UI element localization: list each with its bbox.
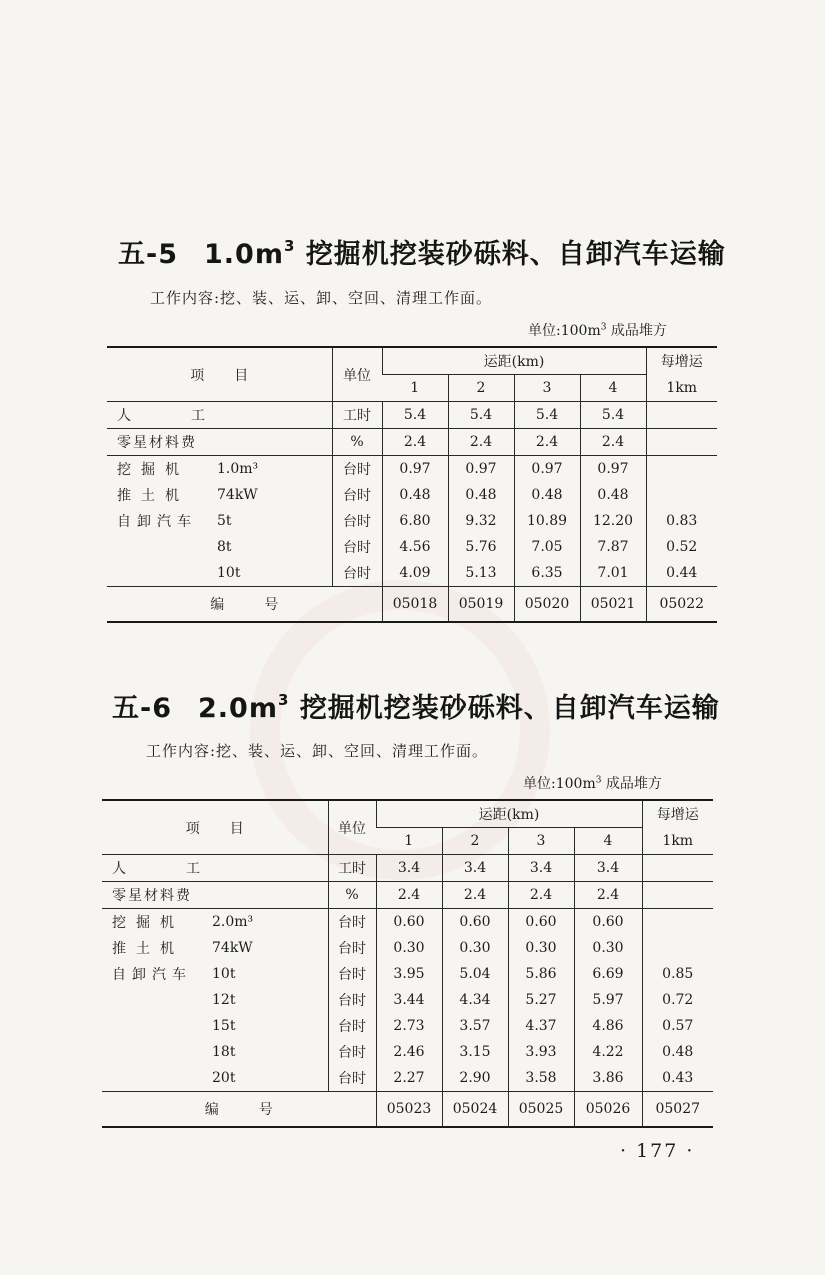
item-cell [102,935,328,961]
item-name: 推土机 [117,488,189,504]
unit-note-sup: 3 [600,322,607,333]
item-cell [102,1013,328,1039]
table-row [102,987,713,1013]
unit-note-post: 成品堆方 [610,323,667,339]
value-cell: 3.4 [376,855,442,882]
table-row [107,402,717,429]
item-spec: 8t [217,539,232,555]
table-row [102,882,713,909]
unit-cell: 台时 [328,1039,376,1065]
value-cell: 0.30 [376,935,442,961]
extra-cell [646,429,717,456]
item-cell [102,909,328,936]
value-cell: 2.27 [376,1065,442,1092]
value-cell: 3.4 [442,855,508,882]
number-cell: 05020 [514,587,580,623]
header-d3: 3 [508,828,574,855]
extra-cell [646,456,717,483]
table-row [102,1039,713,1065]
value-cell: 7.05 [514,534,580,560]
number-cell: 05022 [646,587,717,623]
value-cell: 3.86 [574,1065,642,1092]
table-row [102,961,713,987]
unit-cell: 台时 [332,482,382,508]
value-cell: 3.57 [442,1013,508,1039]
number-cell: 05023 [376,1092,442,1128]
title-size: 1.0m [204,239,284,270]
header-distance: 运距(km) [376,800,642,828]
value-cell: 2.4 [382,429,448,456]
extra-cell [642,909,713,936]
value-cell: 2.4 [448,429,514,456]
header-extra-2: 1km [646,375,717,402]
unit-cell: 台时 [332,560,382,587]
number-cell: 05019 [448,587,514,623]
header-d2: 2 [442,828,508,855]
section-code: 五-5 [118,239,178,270]
item-spec: 74kW [217,487,258,503]
page-number: · 177 · [620,1140,695,1162]
unit-cell: 台时 [328,1065,376,1092]
item-spec: 5t [217,513,232,529]
item-spec: 18t [212,1044,236,1060]
unit-cell: 台时 [328,961,376,987]
item-name: 自卸汽车 [117,514,197,530]
extra-cell: 0.43 [642,1065,713,1092]
unit-note-sup: 3 [595,775,602,786]
unit-cell: 台时 [328,935,376,961]
item-cell [102,855,328,882]
value-cell: 5.4 [580,402,646,429]
work-content: 工作内容:挖、装、运、卸、空回、清理工作面。 [146,742,489,760]
item-spec: 1.0m³ [217,461,259,477]
unit-cell: 台时 [332,456,382,483]
header-item: 项目 [107,347,332,402]
header-d4: 4 [580,375,646,402]
value-cell: 3.58 [508,1065,574,1092]
item-cell [107,456,332,483]
table-row [107,534,717,560]
title-superscript: 3 [277,691,290,709]
item-cell [102,987,328,1013]
section-code: 五-6 [112,693,172,724]
item-cell [107,534,332,560]
value-cell: 2.73 [376,1013,442,1039]
table-row [102,1065,713,1092]
number-cell: 05018 [382,587,448,623]
item-cell [107,402,332,429]
item-spec: 2.0m³ [212,914,254,930]
extra-cell: 0.72 [642,987,713,1013]
value-cell: 5.13 [448,560,514,587]
header-d3: 3 [514,375,580,402]
item-name: 人工 [112,861,260,877]
value-cell: 3.4 [508,855,574,882]
value-cell: 0.97 [382,456,448,483]
unit-cell: 台时 [328,909,376,936]
value-cell: 2.4 [580,429,646,456]
value-cell: 4.86 [574,1013,642,1039]
number-row [107,587,717,623]
unit-note [528,320,667,340]
value-cell: 5.4 [382,402,448,429]
header-d1: 1 [376,828,442,855]
value-cell: 7.01 [580,560,646,587]
value-cell: 6.35 [514,560,580,587]
header-d1: 1 [382,375,448,402]
title-text: 挖掘机挖装砂砾料、自卸汽车运输 [305,239,726,270]
extra-cell: 0.48 [642,1039,713,1065]
value-cell: 4.34 [442,987,508,1013]
extra-cell: 0.52 [646,534,717,560]
value-cell: 2.4 [376,882,442,909]
unit-note-pre: 单位:100m [528,323,601,339]
value-cell: 0.60 [574,909,642,936]
item-spec: 74kW [212,940,253,956]
value-cell: 2.90 [442,1065,508,1092]
number-label: 编号 [102,1092,376,1128]
item-cell [102,1065,328,1092]
value-cell: 3.15 [442,1039,508,1065]
value-cell: 5.27 [508,987,574,1013]
value-cell: 5.4 [514,402,580,429]
item-cell [102,1039,328,1065]
item-spec: 20t [212,1070,236,1086]
table-row [107,482,717,508]
value-cell: 0.97 [448,456,514,483]
value-cell: 0.97 [580,456,646,483]
unit-note-pre: 单位:100m [523,776,596,792]
table-row [107,456,717,483]
extra-cell [642,882,713,909]
item-name: 零星材料费 [117,435,197,451]
value-cell: 0.97 [514,456,580,483]
number-cell: 05024 [442,1092,508,1128]
value-cell: 3.95 [376,961,442,987]
item-cell [107,482,332,508]
header-extra-1: 每增运 [646,347,717,375]
unit-cell: 台时 [332,508,382,534]
value-cell: 6.80 [382,508,448,534]
header-extra-2: 1km [642,828,713,855]
number-cell: 05025 [508,1092,574,1128]
item-cell [102,882,328,909]
number-label: 编号 [107,587,382,623]
number-cell: 05026 [574,1092,642,1128]
section-title [112,686,720,725]
value-cell: 0.60 [442,909,508,936]
value-cell: 5.04 [442,961,508,987]
item-name: 人工 [117,408,265,424]
value-cell: 0.48 [448,482,514,508]
value-cell: 5.76 [448,534,514,560]
number-row [102,1092,713,1128]
item-cell [107,429,332,456]
unit-cell: % [328,882,376,909]
item-cell [107,508,332,534]
unit-cell: 台时 [332,534,382,560]
item-spec: 12t [212,992,236,1008]
value-cell: 3.44 [376,987,442,1013]
value-cell: 5.86 [508,961,574,987]
item-name: 自卸汽车 [112,967,192,983]
item-spec: 10t [217,565,241,581]
table-row [102,855,713,882]
value-cell: 10.89 [514,508,580,534]
table-row [107,429,717,456]
item-name: 挖掘机 [117,462,189,478]
extra-cell [642,935,713,961]
extra-cell [642,855,713,882]
item-spec: 15t [212,1018,236,1034]
table-row [107,560,717,587]
number-cell: 05027 [642,1092,713,1128]
unit-cell: 工时 [332,402,382,429]
value-cell: 0.30 [574,935,642,961]
header-distance: 运距(km) [382,347,646,375]
section-title [118,232,726,271]
value-cell: 4.22 [574,1039,642,1065]
table-row [107,508,717,534]
extra-cell: 0.85 [642,961,713,987]
item-cell [107,560,332,587]
work-content: 工作内容:挖、装、运、卸、空回、清理工作面。 [150,289,493,307]
header-d4: 4 [574,828,642,855]
value-cell: 2.4 [574,882,642,909]
unit-cell: 工时 [328,855,376,882]
unit-cell: 台时 [328,987,376,1013]
number-cell: 05021 [580,587,646,623]
item-cell [102,961,328,987]
value-cell: 7.87 [580,534,646,560]
table-row [102,935,713,961]
extra-cell [646,482,717,508]
value-cell: 2.4 [514,429,580,456]
value-cell: 4.09 [382,560,448,587]
value-cell: 2.4 [508,882,574,909]
extra-cell: 0.57 [642,1013,713,1039]
title-size: 2.0m [198,693,278,724]
title-superscript: 3 [283,237,296,255]
extra-cell [646,402,717,429]
header-item: 项目 [102,800,328,855]
unit-note [523,773,662,793]
value-cell: 0.30 [508,935,574,961]
value-cell: 5.4 [448,402,514,429]
value-cell: 2.4 [442,882,508,909]
value-cell: 4.56 [382,534,448,560]
header-d2: 2 [448,375,514,402]
value-cell: 6.69 [574,961,642,987]
table-row [102,909,713,936]
quota-table [107,346,717,623]
value-cell: 5.97 [574,987,642,1013]
unit-note-post: 成品堆方 [605,776,662,792]
item-name: 推土机 [112,941,184,957]
extra-cell: 0.44 [646,560,717,587]
value-cell: 0.48 [514,482,580,508]
item-name: 挖掘机 [112,915,184,931]
title-text: 挖掘机挖装砂砾料、自卸汽车运输 [299,693,720,724]
value-cell: 12.20 [580,508,646,534]
table-row [102,1013,713,1039]
value-cell: 3.4 [574,855,642,882]
header-unit: 单位 [332,347,382,402]
item-name: 零星材料费 [112,888,192,904]
item-spec: 10t [212,966,236,982]
header-extra-1: 每增运 [642,800,713,828]
unit-cell: 台时 [328,1013,376,1039]
unit-cell: % [332,429,382,456]
value-cell: 0.60 [508,909,574,936]
value-cell: 9.32 [448,508,514,534]
value-cell: 0.48 [580,482,646,508]
value-cell: 0.48 [382,482,448,508]
extra-cell: 0.83 [646,508,717,534]
value-cell: 2.46 [376,1039,442,1065]
quota-table [102,799,713,1128]
value-cell: 4.37 [508,1013,574,1039]
value-cell: 0.60 [376,909,442,936]
value-cell: 0.30 [442,935,508,961]
header-unit: 单位 [328,800,376,855]
value-cell: 3.93 [508,1039,574,1065]
